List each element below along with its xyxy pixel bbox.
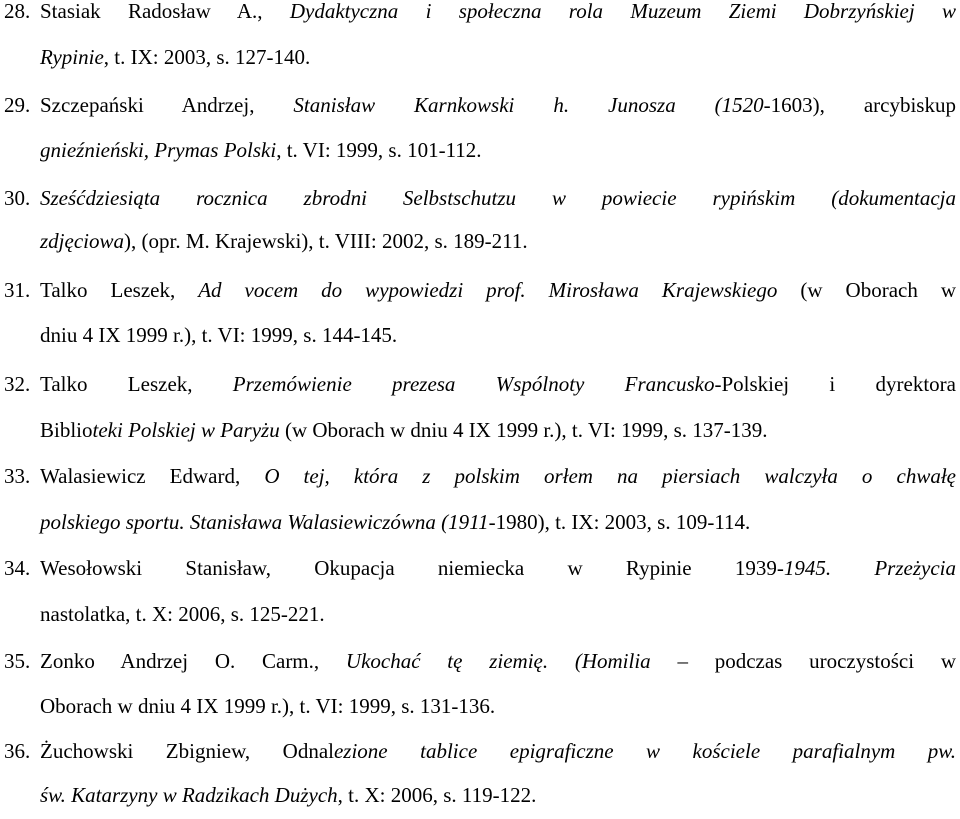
entry-title-text: gnieźnieński, Prymas Polski (40, 138, 277, 162)
entry-continuation-line (4, 499, 960, 546)
entry-text: , t. IX: 2003, s. 127-140. (103, 45, 311, 69)
entry-number: 33. (4, 464, 31, 488)
entry-continuation-line (4, 127, 960, 174)
entry-first-line (4, 175, 956, 222)
entry-first-line (4, 82, 956, 129)
entry-text: Żuchowski Zbigniew, Odnal (40, 739, 334, 763)
entry-text: -Polskiej i dyrektora (714, 372, 956, 396)
entry-number: 36. (4, 739, 31, 763)
entry-title-text: polskiego sportu. Stanisława Walasiewiczówna (1911 (40, 510, 489, 534)
entry-continuation-line (4, 591, 960, 638)
entry-text: nastolatka, t. X: 2006, s. 125-221. (40, 602, 325, 626)
entry-title-text: Sześćdziesiąta rocznica zbrodni Selbstschutzu w powiecie rypińskim (dokumentacja (40, 186, 956, 210)
entry-first-line (4, 638, 956, 685)
entry-first-line (4, 545, 956, 592)
entry-title-text: Rypinie (40, 45, 104, 69)
entry-first-line (4, 267, 956, 314)
entry-number: 32. (4, 372, 31, 396)
entry-text: Zonko Andrzej O. Carm., (40, 649, 346, 673)
entry-text: (w Oborach w dniu 4 IX 1999 r.), t. VI: 1999, s. 137-139. (279, 418, 768, 442)
entry-first-line (4, 0, 956, 35)
entry-number: 34. (4, 556, 31, 580)
entry-continuation-line (4, 683, 960, 730)
entry-text: -1980), t. IX: 2003, s. 109-114. (488, 510, 751, 534)
entry-text: (w Oborach w (777, 278, 957, 302)
entry-number: 28. (4, 0, 31, 23)
entry-number: 35. (4, 649, 31, 673)
entry-text: dniu 4 IX 1999 r.), t. VI: 1999, s. 144-145. (40, 323, 398, 347)
entry-text: Stasiak Radosław A., (40, 0, 290, 23)
entry-text: , t. VI: 1999, s. 101-112. (276, 138, 482, 162)
entry-text: Biblio (40, 418, 93, 442)
entry-title-text: Ukochać tę ziemię. (Homilia (345, 649, 651, 673)
entry-title-text: Dydaktyczna i społeczna rola Muzeum Ziemi Dobrzyńskiej w (289, 0, 956, 23)
entry-title-text: św. Katarzyny w Radzikach Dużych (40, 783, 338, 807)
entry-first-line (4, 361, 956, 408)
entry-title-text: 1945. Przeżycia (783, 556, 956, 580)
entry-title-text: O tej, która z polskim orłem na piersiach walczyła o chwałę (264, 464, 956, 488)
entry-title-text: teki Polskiej w Paryżu (92, 418, 280, 442)
entry-continuation-line (4, 312, 960, 359)
entry-text: ), (opr. M. Krajewski), t. VIII: 2002, s. 189-211. (124, 229, 528, 253)
entry-continuation-line (4, 34, 960, 81)
entry-text: Talko Leszek, (40, 278, 199, 302)
entry-number: 29. (4, 93, 31, 117)
entry-text: Talko Leszek, (40, 372, 233, 396)
entry-first-line (4, 453, 956, 500)
entry-title-text: Stanisław Karnkowski h. Junosza (1520 (293, 93, 764, 117)
entry-text: Oborach w dniu 4 IX 1999 r.), t. VI: 1999, s. 131-136. (40, 694, 496, 718)
entry-title-text: Ad vocem do wypowiedzi prof. Mirosława Krajewskiego (198, 278, 778, 302)
entry-number: 30. (4, 186, 31, 210)
entry-text: Szczepański Andrzej, (40, 93, 294, 117)
entry-text: , t. X: 2006, s. 119-122. (337, 783, 537, 807)
entry-text: – podczas uroczystości w (650, 649, 956, 673)
entry-title-text: zdjęciowa (40, 229, 124, 253)
entry-title-text: ezione tablice epigraficzne w kościele parafialnym pw. (333, 739, 956, 763)
entry-title-text: Przemówienie prezesa Wspólnoty Francusko (232, 372, 715, 396)
entry-number: 31. (4, 278, 31, 302)
entry-continuation-line (4, 772, 960, 819)
entry-continuation-line (4, 407, 960, 454)
entry-text: Walasiewicz Edward, (40, 464, 265, 488)
entry-text: Wesołowski Stanisław, Okupacja niemiecka w Rypinie 1939- (40, 556, 784, 580)
entry-first-line (4, 728, 956, 775)
entry-text: -1603), arcybiskup (763, 93, 956, 117)
entry-continuation-line (4, 218, 960, 265)
